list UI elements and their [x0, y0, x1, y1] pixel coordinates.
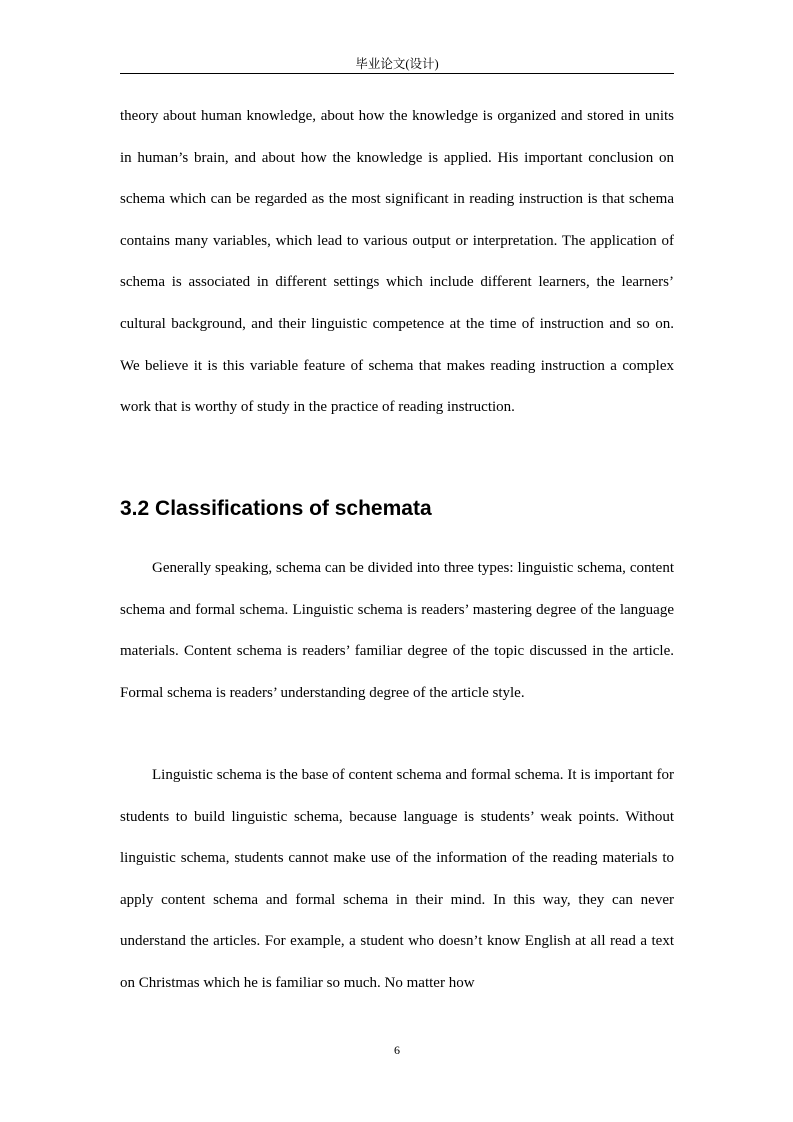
- body-paragraph-continued: theory about human knowledge, about how the knowledge is organized and stored in units in human’s brain, and about how the knowledge is applied. His important conclusion on schema which can be regarded as the most significant in reading instruction is that schema contains many variables, which lead to various output or interpretation. The application of schema is associated in different settings which include different learners, the learners’ cultural background, and their linguistic competence at the time of instruction and so on. We believe it is this variable feature of schema that makes reading instruction a complex work that is worthy of study in the practice of reading instruction.: [120, 108, 674, 416]
- header-divider: [120, 73, 674, 74]
- body-paragraph-linguistic-schema: Linguistic schema is the base of content schema and formal schema. It is important for students to build linguistic schema, because language is students’ weak points. Without linguistic schema, students cannot make use of the information of the reading materials to apply content schema and formal schema in their mind. In this way, they can never understand the articles. For example, a student who doesn’t know English at all read a text on Christmas which he is familiar so much. No matter how: [120, 767, 674, 991]
- section-heading: 3.2 Classifications of schemata: [120, 497, 432, 520]
- body-paragraph-schema-types: Generally speaking, schema can be divided into three types: linguistic schema, content schema and formal schema. Linguistic schema is readers’ mastering degree of the language materials. Content schema is readers’ familiar degree of the topic discussed in the article. Formal schema is readers’ understanding degree of the article style.: [120, 560, 674, 701]
- page-number: 6: [394, 1043, 400, 1057]
- page-header: 毕业论文(设计): [355, 57, 439, 71]
